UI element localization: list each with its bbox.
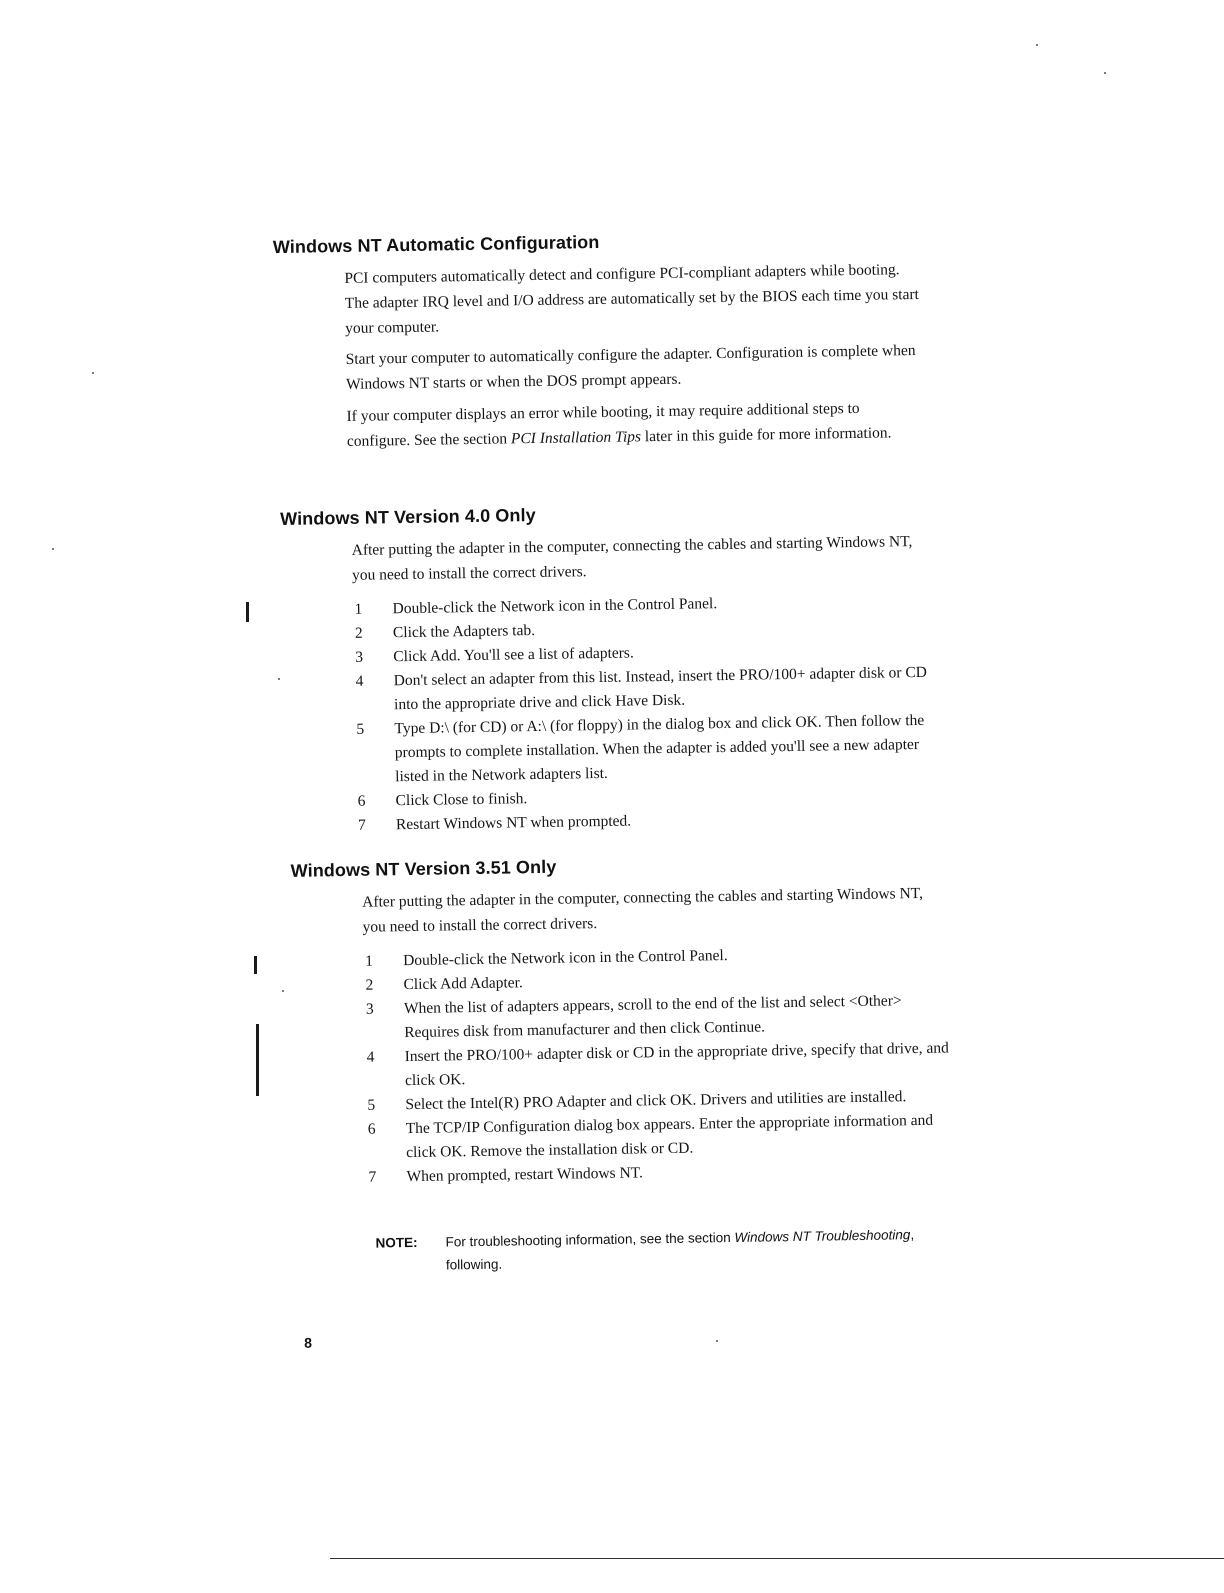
step-number: 1 — [354, 600, 363, 618]
step-text: Select the Intel(R) PRO Adapter and click OK. Drivers and utilities are installed. — [405, 1088, 907, 1114]
step-number: 4 — [366, 1048, 375, 1066]
paragraph-error-text: If your computer displays an error while booting, it may require additional steps to configure. See the section — [346, 399, 860, 450]
paragraph-start-computer: Start your computer to automatically configure the adapter. Configuration is complete when Windows NT starts or when the DOS prompt appears. — [345, 341, 916, 393]
step-text: When prompted, restart Windows NT. — [406, 1164, 644, 1186]
note-label: NOTE: — [375, 1234, 418, 1251]
step-text: When the list of adapters appears, scroll to the end of the list and select <Other> Requires disk from manufacturer and then click Continue. — [403, 992, 902, 1042]
pci-installation-tips-reference: PCI Installation Tips — [510, 428, 642, 448]
step-text: Restart Windows NT when prompted. — [395, 812, 632, 834]
step-text: Insert the PRO/100+ adapter disk or CD in the appropriate drive, specify that drive, and click OK. — [404, 1039, 949, 1090]
step-number: 4 — [355, 672, 364, 690]
step-number: 3 — [355, 648, 364, 666]
step-number: 3 — [365, 1000, 374, 1018]
step-number: 6 — [367, 1120, 376, 1138]
troubleshooting-note — [375, 1223, 936, 1278]
step-text: Double-click the Network icon in the Control Panel. — [402, 947, 728, 970]
paragraph-pci-auto-detect: PCI computers automatically detect and configure PCI-compliant adapters while booting. The adapter IRQ level and I/O address are automatically set by the BIOS each time you start your computer. — [344, 261, 920, 337]
scan-speck — [278, 678, 280, 680]
step-text: Double-click the Network icon in the Control Panel. — [392, 595, 718, 618]
paragraph-error-text-end: later in this guide for more information. — [640, 424, 892, 446]
paragraph-error-booting — [346, 395, 922, 454]
step-text: Click Close to finish. — [395, 790, 528, 810]
change-bar — [254, 956, 257, 974]
step-number: 5 — [367, 1096, 376, 1114]
step-number: 7 — [368, 1168, 377, 1186]
scan-speck — [92, 372, 94, 374]
scan-speck — [716, 1340, 718, 1342]
note-text-start: For troubleshooting information, see the section — [445, 1229, 735, 1250]
paragraph-nt40-intro: After putting the adapter in the computer, connecting the cables and starting Windows NT, you need to install the correct drivers. — [351, 533, 913, 584]
change-bar — [256, 1024, 259, 1096]
nt40-steps-list — [354, 589, 948, 838]
step-text: The TCP/IP Configuration dialog box appears. Enter the appropriate information and click OK. Remove the installation disk or CD. — [405, 1111, 934, 1162]
scan-speck — [52, 548, 54, 550]
note-text — [445, 1223, 936, 1277]
scan-speck — [1036, 44, 1038, 46]
scan-speck — [282, 990, 284, 992]
step-text: Click Add. You'll see a list of adapters. — [393, 644, 634, 666]
step-number: 1 — [364, 952, 374, 970]
step-number: 2 — [365, 976, 374, 994]
nt351-steps-list — [365, 940, 959, 1189]
step-number: 7 — [357, 816, 366, 834]
bottom-scan-edge — [330, 1558, 1224, 1559]
step-number: 6 — [357, 792, 366, 810]
note-text-end: , following. — [445, 1227, 915, 1273]
step-text: Type D:\ (for CD) or A:\ (for floppy) in the dialog box and click OK. Then follow the prompts to complete installation. When the adapter is added you'll see a new adapter listed in the Network adapters list. — [394, 711, 925, 786]
step-text: Don't select an adapter from this list. Instead, insert the PRO/100+ adapter disk or CD into the appropriate drive and click Have Disk. — [393, 663, 928, 714]
scan-speck — [1104, 72, 1106, 74]
section-heading-nt40: Windows NT Version 4.0 Only — [280, 504, 536, 529]
step-text: Click the Adapters tab. — [392, 622, 536, 642]
section-heading-nt351: Windows NT Version 3.51 Only — [290, 856, 557, 881]
troubleshooting-reference: Windows NT Troubleshooting — [734, 1227, 911, 1245]
list-item — [356, 709, 947, 790]
step-number: 2 — [354, 624, 363, 642]
page-number: 8 — [303, 1334, 313, 1351]
paragraph-nt351-intro: After putting the adapter in the computer, connecting the cables and starting Windows NT, you need to install the correct drivers. — [362, 884, 924, 936]
step-text: Click Add Adapter. — [403, 974, 523, 994]
change-bar — [246, 602, 249, 622]
step-number: 5 — [356, 720, 365, 738]
section-heading-automatic-configuration: Windows NT Automatic Configuration — [272, 231, 600, 258]
